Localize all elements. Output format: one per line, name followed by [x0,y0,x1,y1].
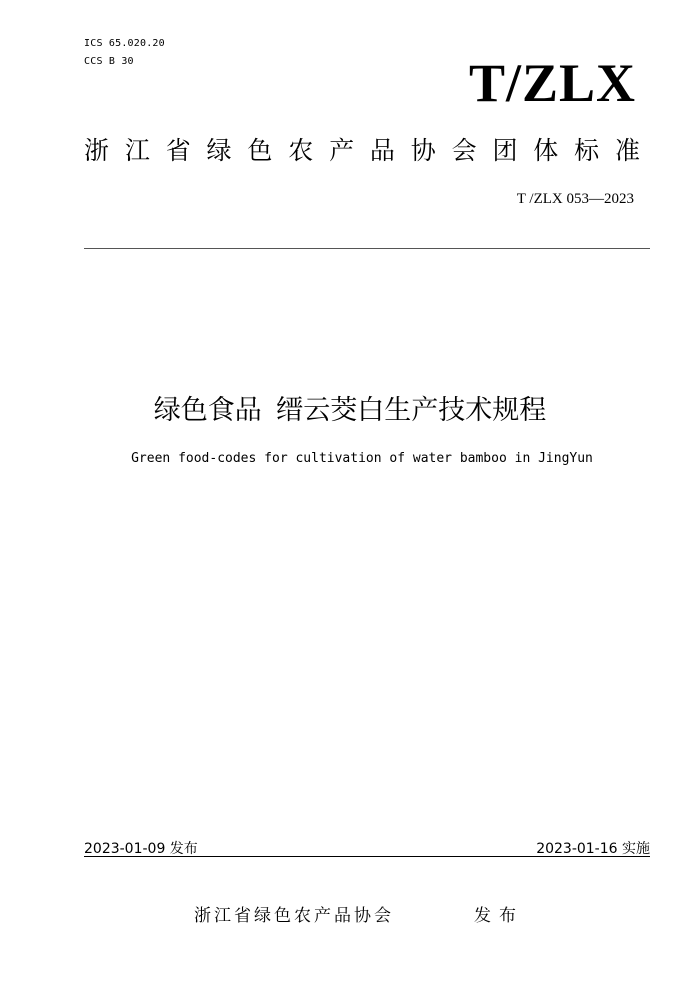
org-title-char: 团 [492,136,518,165]
org-title-char: 体 [533,136,559,165]
ccs-code: CCS B 30 [84,56,134,67]
org-title-char: 色 [247,136,273,165]
publish-date: 2023-01-09 发布 [84,841,198,857]
organization-standard-title [84,136,640,166]
org-title-char: 绿 [206,136,232,165]
issuer-name: 浙江省绿色农产品协会 [194,906,394,926]
standard-logo: T/ZLX [468,53,636,113]
chinese-title: 绿色食品 缙云茭白生产技术规程 [153,395,547,426]
org-title-char: 江 [124,136,150,165]
footer-divider [84,856,650,857]
english-title: Green food-codes for cultivation of water bamboo in JingYun [131,451,593,466]
org-title-char: 会 [451,136,477,165]
org-title-char: 标 [574,136,600,165]
org-title-char: 品 [369,136,395,165]
org-title-char: 协 [410,136,436,165]
ics-code: ICS 65.020.20 [84,38,165,49]
org-title-char: 产 [329,136,355,165]
org-title-char: 浙 [84,136,110,165]
header-divider [84,248,650,249]
org-title-char: 农 [288,136,314,165]
org-title-char: 省 [165,136,191,165]
org-title-char: 准 [614,136,640,165]
issue-label: 发布 [474,906,524,926]
implement-date: 2023-01-16 实施 [536,841,650,857]
standard-number: T /ZLX 053—2023 [516,191,634,207]
